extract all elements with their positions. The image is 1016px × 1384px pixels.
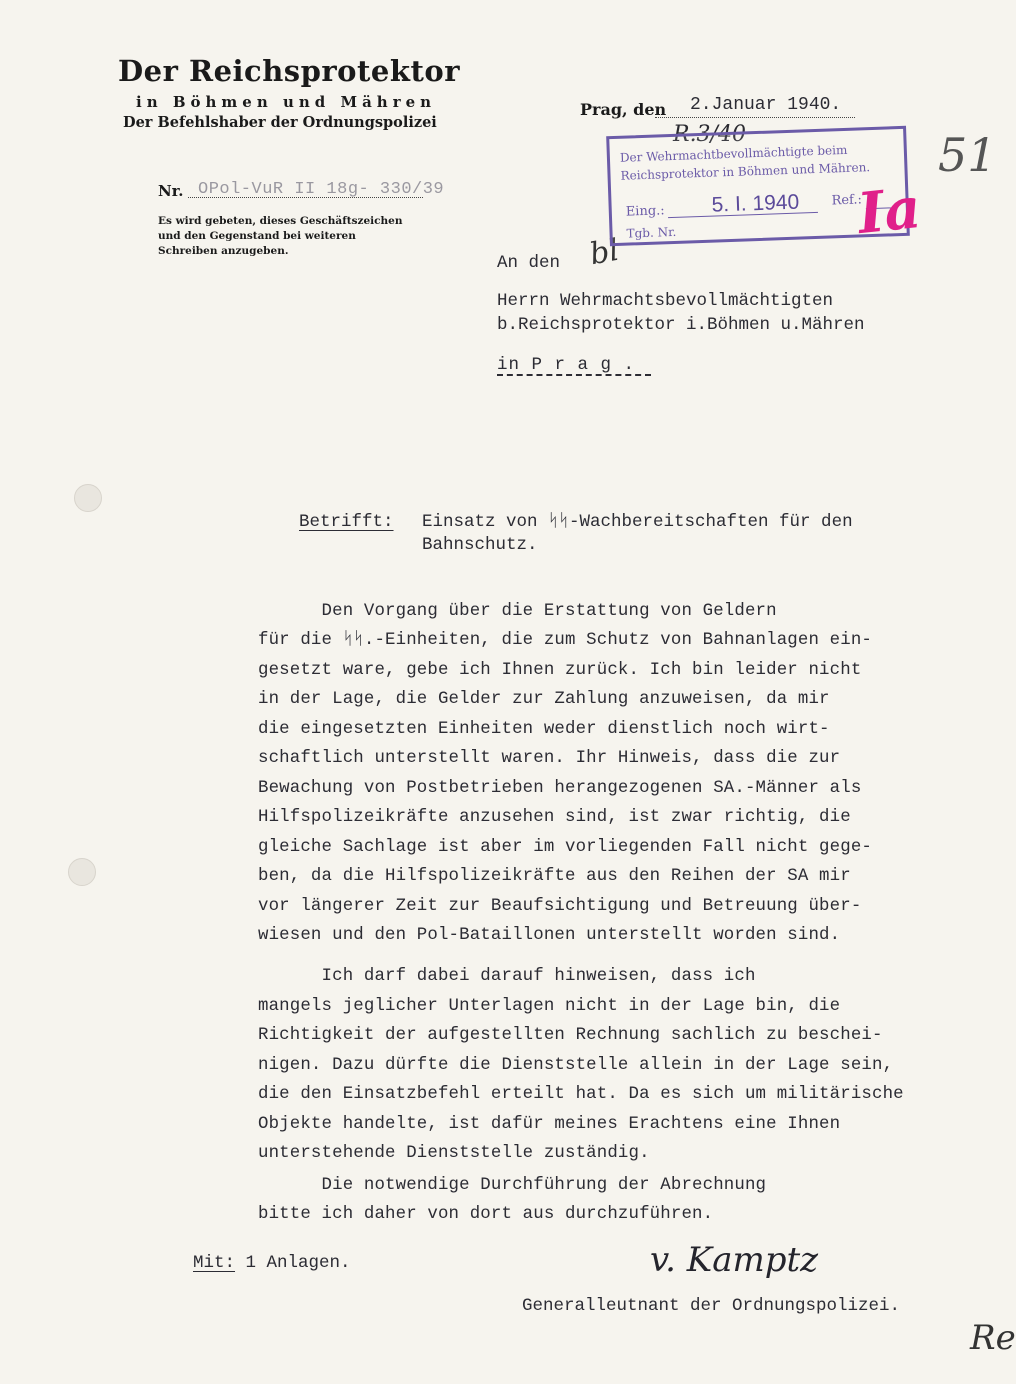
body-line: Bewachung von Postbetrieben herangezogenen SA.-Männer als [258, 779, 862, 798]
subject-line-1: Einsatz von ᛋᛋ-Wachbereitschaften für den [422, 512, 853, 532]
signatory-title: Generalleutnant der Ordnungspolizei. [522, 1296, 901, 1316]
body-line: schaftlich unterstellt waren. Ihr Hinweis, dass die zur [258, 749, 841, 768]
date-dotted-line [655, 117, 855, 118]
body-line: Den Vorgang über die Erstattung von Geldern [258, 602, 777, 621]
body-line: mangels jeglicher Unterlagen nicht in der Lage bin, die [258, 997, 841, 1016]
letterhead-region: in Böhmen und Mähren [136, 93, 437, 111]
stamp-authority-line1: Der Wehrmachtbevollmächtigte beim [619, 142, 848, 165]
stamp-journal-label: Tgb. Nr. [626, 224, 677, 241]
enclosure-note [193, 1253, 351, 1273]
addressee-city-underline [497, 374, 651, 376]
addressee-salutation: An den [497, 253, 561, 273]
handwritten-ref-code: R.3/40 [673, 122, 746, 147]
body-line: Richtigkeit der aufgestellten Rechnung sachlich zu beschei- [258, 1026, 883, 1045]
body-line: bitte ich daher von dort aus durchzuführen. [258, 1205, 714, 1224]
letterhead-office: Der Befehlshaber der Ordnungspolizei [123, 114, 437, 131]
place-label: Prag, den [580, 100, 667, 119]
addressee-line-1: Herrn Wehrmachtsbevollmächtigten [497, 291, 834, 311]
body-line: wiesen und den Pol-Bataillonen unterstellt worden sind. [258, 926, 841, 945]
body-line: Ich darf dabei darauf hinweisen, dass ich [258, 967, 756, 986]
body-line: gleiche Sachlage ist aber im vorliegenden Fall nicht gege- [258, 838, 872, 857]
reference-label: Nr. [158, 182, 184, 200]
addressee-city: in P r a g . [497, 355, 636, 375]
stamp-received-label: Eing.: [625, 203, 665, 220]
enclosure-value: 1 Anlagen. [245, 1253, 351, 1273]
letterhead-title: Der Reichsprotektor [118, 54, 460, 88]
handwritten-number: 51 [938, 128, 997, 182]
body-line: die den Einsatzbefehl erteilt hat. Da es sich um militärische [258, 1085, 904, 1104]
handwritten-magenta-initial: Ia [854, 174, 924, 248]
body-line: Hilfspolizeikräfte anzusehen sind, ist zwar richtig, die [258, 808, 851, 827]
body-line: unterstehende Dienststelle zuständig. [258, 1144, 650, 1163]
enclosure-label: Mit: [193, 1253, 236, 1273]
body-line: für die ᛋᛋ.-Einheiten, die zum Schutz von Bahnanlagen ein- [258, 631, 872, 650]
body-line: die eingesetzten Einheiten weder dienstlich noch wirt- [258, 720, 830, 739]
body-line: in der Lage, die Gelder zur Zahlung anzuweisen, da mir [258, 690, 830, 709]
punch-hole [74, 484, 102, 512]
body-line: vor längerer Zeit zur Beaufsichtigung und Betreuung über- [258, 897, 862, 916]
letter-date: 2.Januar 1940. [690, 95, 842, 115]
stamp-received-date: 5. I. 1940 [711, 190, 800, 217]
addressee-line-2: b.Reichsprotektor i.Böhmen u.Mähren [497, 315, 865, 335]
body-line: gesetzt ware, gebe ich Ihnen zurück. Ich bin leider nicht [258, 661, 862, 680]
body-line: ben, da die Hilfspolizeikräfte aus den Reihen der SA mir [258, 867, 851, 886]
handwritten-corner-initial: Re [970, 1318, 1016, 1358]
reference-number: OPol-VuR II 18g- 330/39 [198, 180, 445, 199]
signature: v. Kamptz [650, 1240, 819, 1280]
punch-hole [68, 858, 96, 886]
stamp-authority-line2: Reichsprotektor in Böhmen und Mähren. [620, 160, 871, 183]
body-line: nigen. Dazu dürfte die Dienststelle allein in der Lage sein, [258, 1056, 894, 1075]
reference-note: Es wird gebeten, dieses Geschäftszeichen und den Gegenstand bei weiteren Schreiben anzugeben. [158, 215, 403, 257]
body-line: Die notwendige Durchführung der Abrechnung [258, 1176, 767, 1195]
stamp-ref-label: Ref.: [831, 192, 863, 209]
body-line: Objekte handelte, ist dafür meines Erachtens eine Ihnen [258, 1115, 841, 1134]
handwritten-mark: bl [587, 232, 622, 273]
subject-label: Betrifft: [299, 512, 394, 532]
subject-line-2: Bahnschutz. [422, 535, 538, 555]
